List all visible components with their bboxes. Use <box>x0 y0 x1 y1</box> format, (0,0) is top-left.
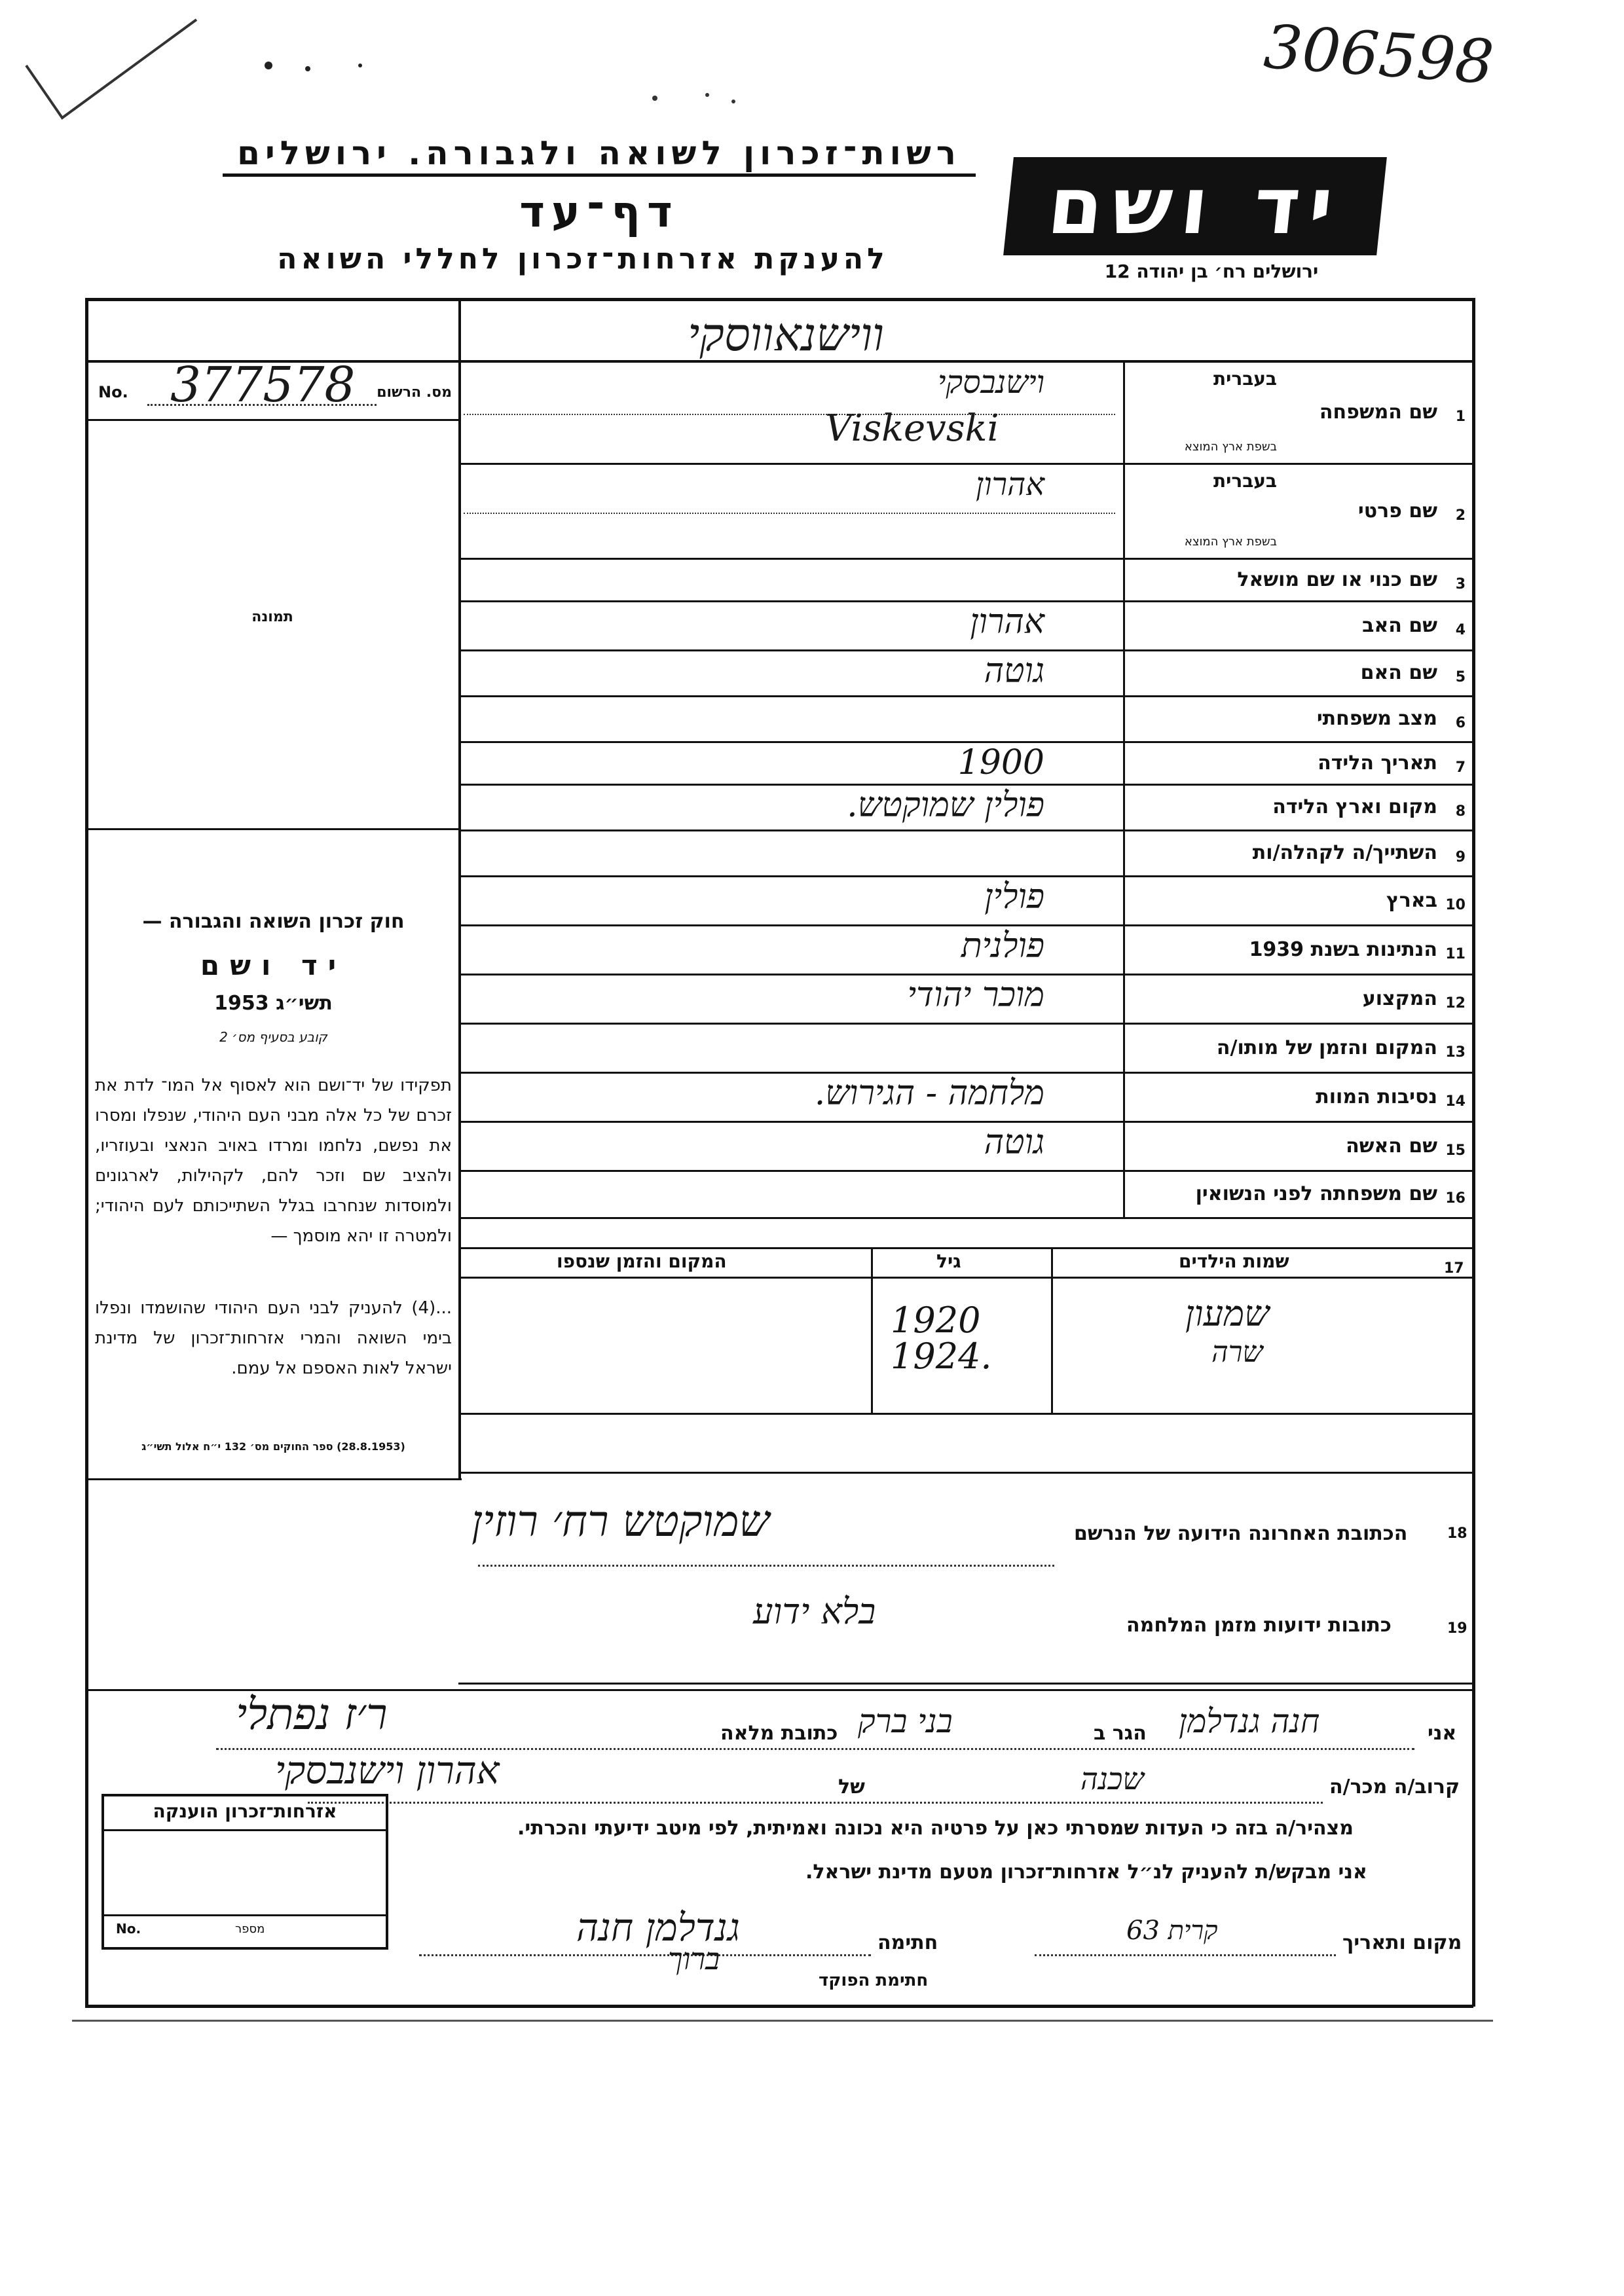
memorial-citizenship-box <box>101 1794 388 1950</box>
field-label: מקום וארץ הלידה <box>1272 795 1437 818</box>
f18-value: שמוקטש רח׳ רוזין <box>471 1496 770 1546</box>
decl-line-2 <box>308 1802 1323 1804</box>
officer-signature-value: ברוך <box>668 1941 720 1977</box>
field-number: 4 <box>1455 621 1466 638</box>
logo-text: יד ושם <box>1043 160 1347 252</box>
field-number: 3 <box>1455 575 1466 592</box>
children-bottom <box>458 1413 1473 1415</box>
field-label: שם המשפחה <box>1319 401 1437 424</box>
field-value: גוטה <box>984 651 1044 691</box>
decl-signature-line <box>419 1954 871 1956</box>
field-row-5 <box>458 651 1473 697</box>
field-row-4 <box>458 602 1473 651</box>
field-number: 14 <box>1445 1093 1466 1110</box>
f18-number: 18 <box>1447 1525 1467 1542</box>
decl-deceased: אהרון וישנבסקי <box>275 1748 500 1793</box>
photo-top <box>85 419 460 421</box>
field-number: 10 <box>1445 896 1466 913</box>
children-top <box>458 1247 1473 1249</box>
registration-no <box>95 357 455 416</box>
field-value: פולין <box>984 877 1044 917</box>
decl-full-address: כתובת מלאה <box>720 1722 838 1745</box>
photo-bottom <box>85 828 460 830</box>
logo-address: ירושלים רח׳ בן יהודה 12 <box>1104 261 1319 282</box>
field-value: פולנית <box>961 926 1044 966</box>
field-number: 12 <box>1445 994 1466 1011</box>
field-label: בארץ <box>1386 888 1437 912</box>
field-number: 13 <box>1445 1044 1466 1061</box>
decl-of: של <box>838 1776 865 1798</box>
f19-label: כתובות ידועות מזמן המלחמה <box>1126 1614 1392 1637</box>
field-label: מצב משפחתי <box>1316 707 1437 730</box>
field-label: שם האב <box>1362 613 1437 637</box>
child-name-1: שמעון <box>1185 1293 1270 1334</box>
authority-title: רשות־זכרון לשואה ולגבורה. ירושלים <box>223 134 976 177</box>
decl-ani: אני <box>1428 1722 1457 1745</box>
field-lang-origin: בשפת ארץ המוצא <box>1184 440 1277 454</box>
field-label: שם כנוי או שם מושאל <box>1237 568 1437 591</box>
officer-signature: חתימת הפוקד <box>819 1971 929 1990</box>
field-row-6 <box>458 697 1473 743</box>
child-age-2: 1924. <box>891 1336 992 1377</box>
field-label: הנתינות בשנת 1939 <box>1249 938 1437 961</box>
field-number: 15 <box>1445 1142 1466 1159</box>
corner-pen-mark <box>0 0 210 131</box>
field-lang-hebrew: בעברית <box>1213 470 1277 492</box>
child-age-1: 1920 <box>891 1300 981 1341</box>
field-label: המקום והזמן של מותו/ה <box>1216 1036 1437 1059</box>
field-label: שם פרטי <box>1357 499 1437 522</box>
frame-top <box>85 298 1473 301</box>
decl-relation: שכנה <box>1080 1761 1144 1796</box>
decl-address: ר׳ז נפתלי <box>236 1689 388 1740</box>
f18-top <box>458 1472 1473 1474</box>
stamp-box-title: אזרחות־זכרון הוענקה <box>153 1800 337 1822</box>
registration-no-label: מס. הרשום <box>377 384 452 401</box>
sidebar-bottom-line <box>85 1478 462 1480</box>
page-bottom-line <box>72 2020 1493 2022</box>
field-row-16 <box>458 1172 1473 1219</box>
registration-no-value: 377578 <box>170 357 356 413</box>
field-number: 7 <box>1455 759 1466 776</box>
field-row-2 <box>458 465 1473 560</box>
decl-relative: קרוב/ה מכר/ה <box>1329 1776 1460 1798</box>
field-value: 1900 <box>957 743 1044 782</box>
top-handwritten-name: ווישנאווסקי <box>688 308 884 361</box>
field-label: נסיבות המוות <box>1316 1085 1437 1108</box>
f18-label: הכתובת האחרונה הידועה של הנרשם <box>1074 1522 1408 1545</box>
frame-left <box>85 298 88 2007</box>
field-row-13 <box>458 1025 1473 1074</box>
field-value: מלחמה - הגירוש. <box>814 1074 1044 1113</box>
field-row-1 <box>458 363 1473 465</box>
field-value: אהרון <box>975 466 1044 503</box>
field-row-11 <box>458 926 1473 975</box>
law-name: יד ושם <box>200 949 347 981</box>
child-name-2: שרה <box>1211 1336 1263 1369</box>
field-number: 6 <box>1455 715 1466 731</box>
children-header-bottom <box>458 1277 1473 1279</box>
field-label: המקצוע <box>1362 987 1437 1010</box>
decl-signature-value: גנדלמן חנה <box>576 1905 740 1950</box>
field-row-7 <box>458 743 1473 786</box>
stamp-box-no: No. <box>116 1921 141 1937</box>
field-row-15 <box>458 1123 1473 1172</box>
field-value: אהרון <box>970 602 1044 642</box>
field-row-8 <box>458 786 1473 831</box>
decl-place-date-value: קרית 63 <box>1126 1916 1218 1946</box>
field-row-10 <box>458 877 1473 926</box>
field-number: 1 <box>1455 409 1466 425</box>
law-title: חוק זכרון השואה והגבורה — <box>142 910 405 933</box>
field-lang-origin: בשפת ארץ המוצא <box>1184 535 1277 549</box>
form-title: דף־עד <box>519 187 679 237</box>
field-label: שם האשה <box>1346 1134 1437 1157</box>
field-row-12 <box>458 975 1473 1025</box>
field-value-foreign: Viskevski <box>825 407 999 450</box>
field-value: פולין שמוקטש. <box>847 786 1044 825</box>
field-value: וישנבסקי <box>937 364 1044 401</box>
children-col-age: גיל <box>936 1250 961 1272</box>
field-row-9 <box>458 831 1473 877</box>
f19-bottom <box>458 1683 1473 1685</box>
speck-marks <box>262 52 786 118</box>
decl-name: חנה גנדלמן <box>1179 1702 1320 1740</box>
law-clause: קובע בסעיף מס׳ 2 <box>219 1029 327 1045</box>
decl-place-date: מקום ותאריך <box>1342 1931 1462 1954</box>
decl-city: בני ברק <box>858 1702 953 1740</box>
field-number: 2 <box>1455 507 1466 524</box>
law-text-2: ...(4) להעניק לבני העם היהודי שהושמדו ונפלו בימי השואה והמרי אזרחות־זכרון של מדינת ישראל לאות האספם אל עמם. <box>95 1298 452 1378</box>
f19-number: 19 <box>1447 1620 1467 1637</box>
decl-place-date-line <box>1035 1954 1336 1956</box>
field-label: תאריך הלידה <box>1318 751 1437 774</box>
law-footnote: (28.8.1953) ספר החוקים מס׳ 132 י״ח אלול תשי״ג <box>141 1440 405 1453</box>
children-col-place: המקום והזמן שנספו <box>557 1250 727 1272</box>
law-text-1: תפקידו של יד־ושם הוא לאסוף אל המו־ לדת את זכרם של כל אלה מבני העם היהודי, שנפלו ומסרו את נפשם, נלחמו ומרדו באויב הנאצי ובעוזריו, ולהציב שם וזכר להם, לקהילות, לארגונים ולמוסדות שנחרבו בגלל השתייכותם לעם היהודי; ולמטרה זו יהא מוסמך — <box>95 1076 452 1246</box>
field-number: 11 <box>1445 945 1466 962</box>
decl-statement: מצהיר/ה בזה כי העדות שמסרתי כאן על פרטיה היא נכונה ואמיתית, לפי מיטב ידיעתי והכרתי. <box>517 1817 1354 1840</box>
form-subtitle: להענקת אזרחות־זכרון לחללי השואה <box>277 242 889 276</box>
field-row-3 <box>458 560 1473 602</box>
archive-number: 306598 <box>1261 11 1496 98</box>
field-number: 8 <box>1455 803 1466 820</box>
decl-resides: הגר ב <box>1094 1722 1147 1745</box>
registration-no-prefix: No. <box>98 383 128 401</box>
field-number: 5 <box>1455 669 1466 685</box>
decl-signature: חתימה <box>877 1931 938 1954</box>
frame-bottom <box>85 2005 1473 2008</box>
field-label: שם האם <box>1360 661 1437 684</box>
field-label: השתייך/ה לקהלה/ות <box>1252 841 1437 864</box>
children-col-names: שמות הילדים <box>1179 1250 1289 1272</box>
field-number: 16 <box>1445 1190 1466 1207</box>
f18-line <box>478 1565 1054 1567</box>
photo-label: תמונה <box>251 609 293 625</box>
decl-request: אני מבקש/ת להעניק לנ״ל אזרחות־זכרון מטעם מדינת ישראל. <box>805 1861 1367 1884</box>
field-value: גוטה <box>984 1123 1044 1162</box>
children-number: 17 <box>1444 1260 1464 1277</box>
law-year: תשי״ג 1953 <box>214 992 333 1015</box>
f19-value: בלא ידוע <box>753 1591 876 1632</box>
field-value: מוכר יהודי <box>907 975 1044 1015</box>
children-col2 <box>1051 1247 1053 1414</box>
stamp-box-no-he: מספר <box>235 1922 265 1936</box>
field-row-14 <box>458 1074 1473 1123</box>
children-col1 <box>871 1247 873 1414</box>
field-number: 9 <box>1455 849 1466 866</box>
field-label: שם משפחתה לפני הנשואין <box>1195 1182 1437 1205</box>
yad-vashem-logo <box>1003 157 1387 255</box>
field-lang-hebrew: בעברית <box>1213 368 1277 390</box>
